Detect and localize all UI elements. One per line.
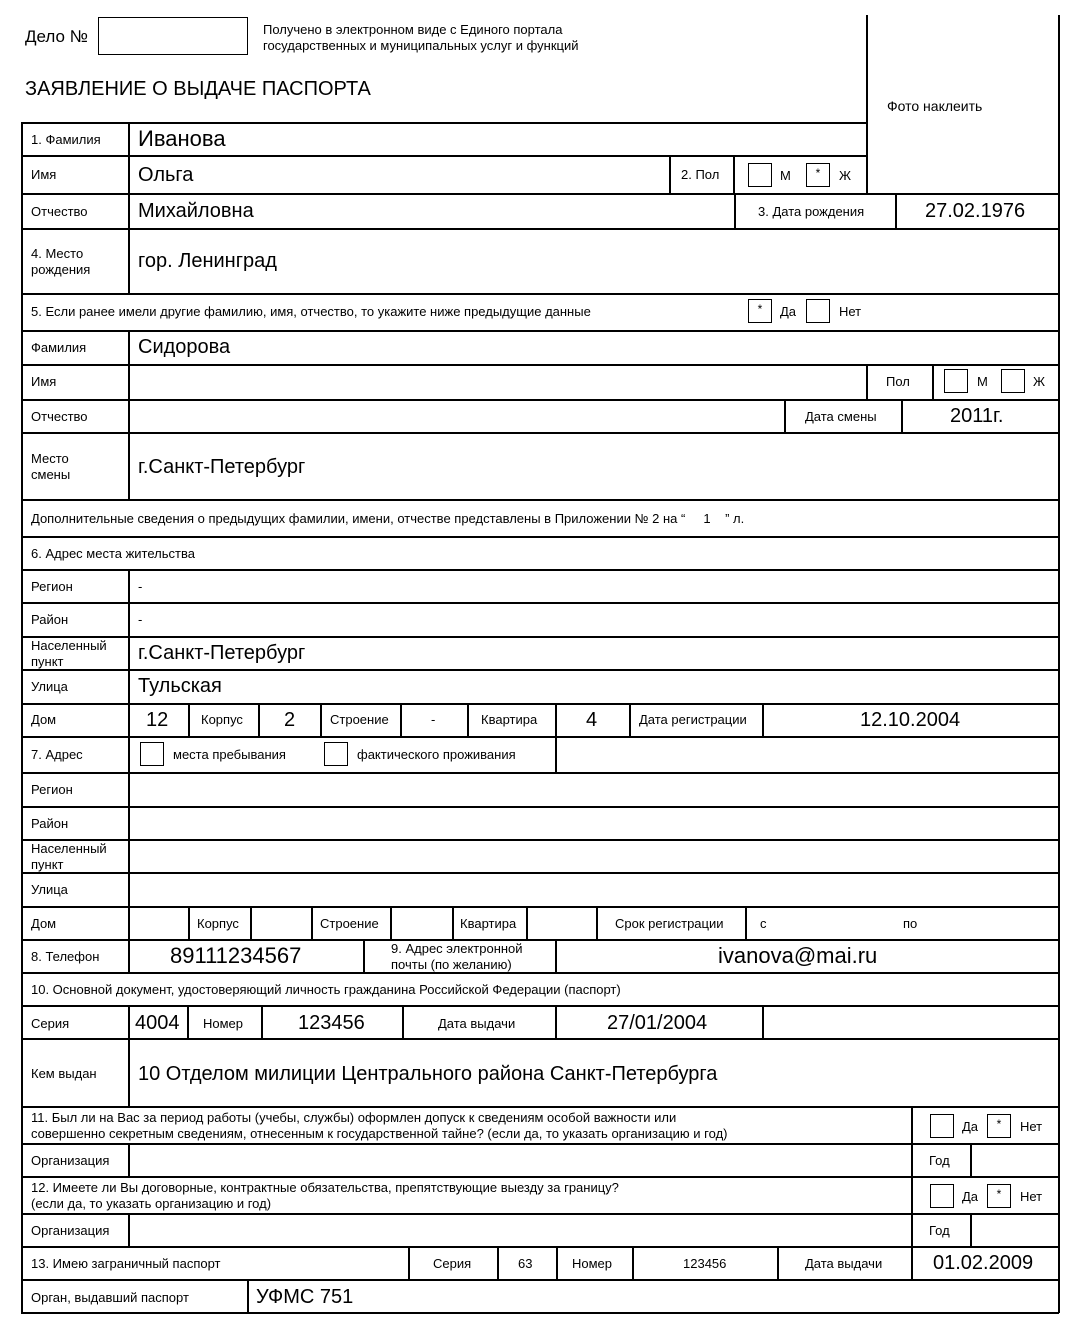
stay-building-label: Строение (320, 916, 379, 931)
prev-sex-female-label: Ж (1033, 374, 1046, 389)
stay-district-label: Район (31, 816, 69, 831)
secret-yes-checkbox[interactable] (930, 1114, 954, 1138)
prev-surname-label: Фамилия (31, 340, 87, 355)
stay-term-label: Срок регистрации (615, 916, 724, 931)
residence-locality-value[interactable]: г.Санкт-Петербург (138, 642, 306, 664)
secret-no-label: Нет (1020, 1119, 1043, 1134)
prev-sex-female-checkbox[interactable] (1001, 369, 1025, 393)
residence-korpus-value[interactable]: 2 (284, 709, 296, 731)
passport-number-label: Номер (203, 1016, 244, 1031)
residence-street-value[interactable]: Тульская (138, 675, 222, 697)
name-value[interactable]: Ольга (138, 164, 194, 186)
passport-number-value[interactable]: 123456 (298, 1012, 365, 1034)
obligations-no-label: Нет (1020, 1189, 1043, 1204)
residence-house-label: Дом (31, 712, 57, 727)
secret-year-label: Год (929, 1153, 950, 1168)
birthdate-label: 3. Дата рождения (758, 204, 865, 219)
foreign-passport-label: 13. Имею заграничный паспорт (31, 1256, 221, 1271)
issued-by-value[interactable]: 10 Отделом милиции Центрального района Санкт-Петербурга (138, 1063, 718, 1085)
foreign-series-label: Серия (433, 1256, 472, 1271)
change-date-value[interactable]: 2011г. (950, 405, 1004, 427)
additional-info: Дополнительные сведения о предыдущих фамилии, имени, отчестве представлены в Приложении № 2 на “ 1 ” л. (31, 511, 745, 526)
name-label: Имя (31, 167, 57, 182)
residence-house-value[interactable]: 12 (146, 709, 169, 731)
birthplace-value[interactable]: гор. Ленинград (138, 250, 277, 272)
previous-yes-label: Да (780, 304, 797, 319)
prev-surname-value[interactable]: Сидорова (138, 336, 231, 358)
actual-residence-label: фактического проживания (357, 747, 516, 762)
passport-issue-date-value[interactable]: 27/01/2004 (607, 1012, 708, 1034)
sex-male-label: М (780, 168, 791, 183)
prev-name-label: Имя (31, 374, 57, 389)
email-value[interactable]: ivanova@mai.ru (718, 943, 878, 968)
prev-sex-male-label: М (977, 374, 988, 389)
residence-locality-label-line2: пункт (31, 654, 64, 669)
email-label-line2: почты (по желанию) (391, 957, 512, 972)
obligations-question-line2: (если да, то указать организацию и год) (31, 1196, 272, 1211)
secret-yes-label: Да (962, 1119, 979, 1134)
stay-place-checkbox[interactable] (140, 742, 164, 766)
secret-org-label: Организация (31, 1153, 110, 1168)
birthplace-label-line2: рождения (31, 262, 91, 277)
received-note-line2: государственных и муниципальных услуг и функций (263, 38, 579, 53)
patronymic-value[interactable]: Михайловна (138, 200, 254, 222)
stay-locality-label-line2: пункт (31, 857, 64, 872)
foreign-series-value[interactable]: 63 (518, 1256, 533, 1271)
passport-series-label: Серия (31, 1016, 70, 1031)
phone-value[interactable]: 89111234567 (170, 943, 302, 968)
photo-placeholder-label: Фото наклеить (887, 98, 983, 114)
residence-reg-date-value[interactable]: 12.10.2004 (860, 709, 961, 731)
stay-section-label: 7. Адрес (31, 747, 83, 762)
stay-street-label: Улица (31, 882, 68, 897)
residence-locality-label-line1: Населенный (31, 638, 107, 653)
stay-locality-label-line1: Населенный (31, 841, 107, 856)
prev-sex-male-checkbox[interactable] (944, 369, 968, 393)
passport-issue-date-label: Дата выдачи (438, 1016, 516, 1031)
stay-region-label: Регион (31, 782, 73, 797)
change-date-label: Дата смены (805, 409, 877, 424)
residence-street-label: Улица (31, 679, 68, 694)
photo-box-right (1058, 15, 1060, 1313)
case-number-field[interactable] (98, 17, 248, 55)
stay-house-label: Дом (31, 916, 57, 931)
prev-sex-label: Пол (886, 374, 910, 389)
phone-label: 8. Телефон (31, 949, 100, 964)
residence-korpus-label: Корпус (201, 712, 243, 727)
obligations-yes-checkbox[interactable] (930, 1184, 954, 1208)
residence-reg-date-label: Дата регистрации (639, 712, 747, 727)
foreign-authority-label: Орган, выдавший паспорт (31, 1290, 189, 1305)
issued-by-label: Кем выдан (31, 1066, 97, 1081)
photo-box-left (866, 15, 868, 193)
prev-patronymic-label: Отчество (31, 409, 88, 424)
residence-building-label: Строение (330, 712, 389, 727)
previous-no-checkbox[interactable] (806, 299, 830, 323)
sex-female-checkbox[interactable]: * (806, 163, 830, 187)
foreign-number-label: Номер (572, 1256, 613, 1271)
surname-value[interactable]: Иванова (138, 126, 226, 151)
obligations-question-line1: 12. Имеете ли Вы договорные, контрактные обязательства, препятствующие выезду за границу? (31, 1180, 619, 1195)
form-title: ЗАЯВЛЕНИЕ О ВЫДАЧЕ ПАСПОРТА (25, 78, 371, 100)
patronymic-label: Отчество (31, 204, 88, 219)
surname-label: 1. Фамилия (31, 132, 101, 147)
birthdate-value[interactable]: 27.02.1976 (925, 200, 1026, 222)
obligations-year-label: Год (929, 1223, 950, 1238)
stay-from-label: с (760, 916, 767, 931)
passport-series-value[interactable]: 4004 (135, 1012, 180, 1034)
change-place-value[interactable]: г.Санкт-Петербург (138, 456, 306, 478)
foreign-authority-value[interactable]: УФМС 751 (256, 1286, 354, 1308)
residence-district-value[interactable]: - (138, 612, 143, 627)
secret-no-checkbox[interactable]: * (987, 1114, 1011, 1138)
previous-names-question: 5. Если ранее имели другие фамилию, имя, отчество, то укажите ниже предыдущие данные (31, 304, 591, 319)
sex-label: 2. Пол (681, 167, 720, 182)
received-note-line1: Получено в электронном виде с Единого портала (263, 22, 563, 37)
residence-region-label: Регион (31, 579, 73, 594)
foreign-issue-date-label: Дата выдачи (805, 1256, 883, 1271)
foreign-issue-date-value[interactable]: 01.02.2009 (933, 1252, 1034, 1274)
foreign-number-value[interactable]: 123456 (683, 1256, 727, 1271)
residence-flat-label: Квартира (481, 712, 538, 727)
residence-district-label: Район (31, 612, 69, 627)
stay-place-label: места пребывания (173, 747, 286, 762)
stay-flat-label: Квартира (460, 916, 517, 931)
secret-question-line1: 11. Был ли на Вас за период работы (учебы, службы) оформлен допуск к сведениям особой важности или (31, 1110, 677, 1125)
previous-no-label: Нет (839, 304, 862, 319)
email-label-line1: 9. Адрес электронной (391, 941, 523, 956)
change-place-label-line1: Место (31, 451, 69, 466)
residence-building-value[interactable]: - (431, 712, 436, 727)
stay-to-label: по (903, 916, 918, 931)
obligations-yes-label: Да (962, 1189, 979, 1204)
document-section-label: 10. Основной документ, удостоверяющий личность гражданина Российской Федерации (паспорт) (31, 982, 621, 997)
secret-question-line2: совершенно секретным сведениям, отнесенным к государственной тайне? (если да, то указать организацию и год) (31, 1126, 728, 1141)
actual-residence-checkbox[interactable] (324, 742, 348, 766)
previous-yes-checkbox[interactable]: * (748, 299, 772, 323)
obligations-org-label: Организация (31, 1223, 110, 1238)
residence-section-label: 6. Адрес места жительства (31, 546, 195, 561)
residence-flat-value[interactable]: 4 (586, 709, 598, 731)
sex-female-label: Ж (839, 168, 852, 183)
stay-korpus-label: Корпус (197, 916, 239, 931)
sex-male-checkbox[interactable] (748, 163, 772, 187)
residence-region-value[interactable]: - (138, 579, 143, 594)
change-place-label-line2: смены (31, 467, 71, 482)
obligations-no-checkbox[interactable]: * (987, 1184, 1011, 1208)
birthplace-label-line1: 4. Место (31, 246, 84, 261)
case-number-label: Дело № (25, 27, 88, 46)
